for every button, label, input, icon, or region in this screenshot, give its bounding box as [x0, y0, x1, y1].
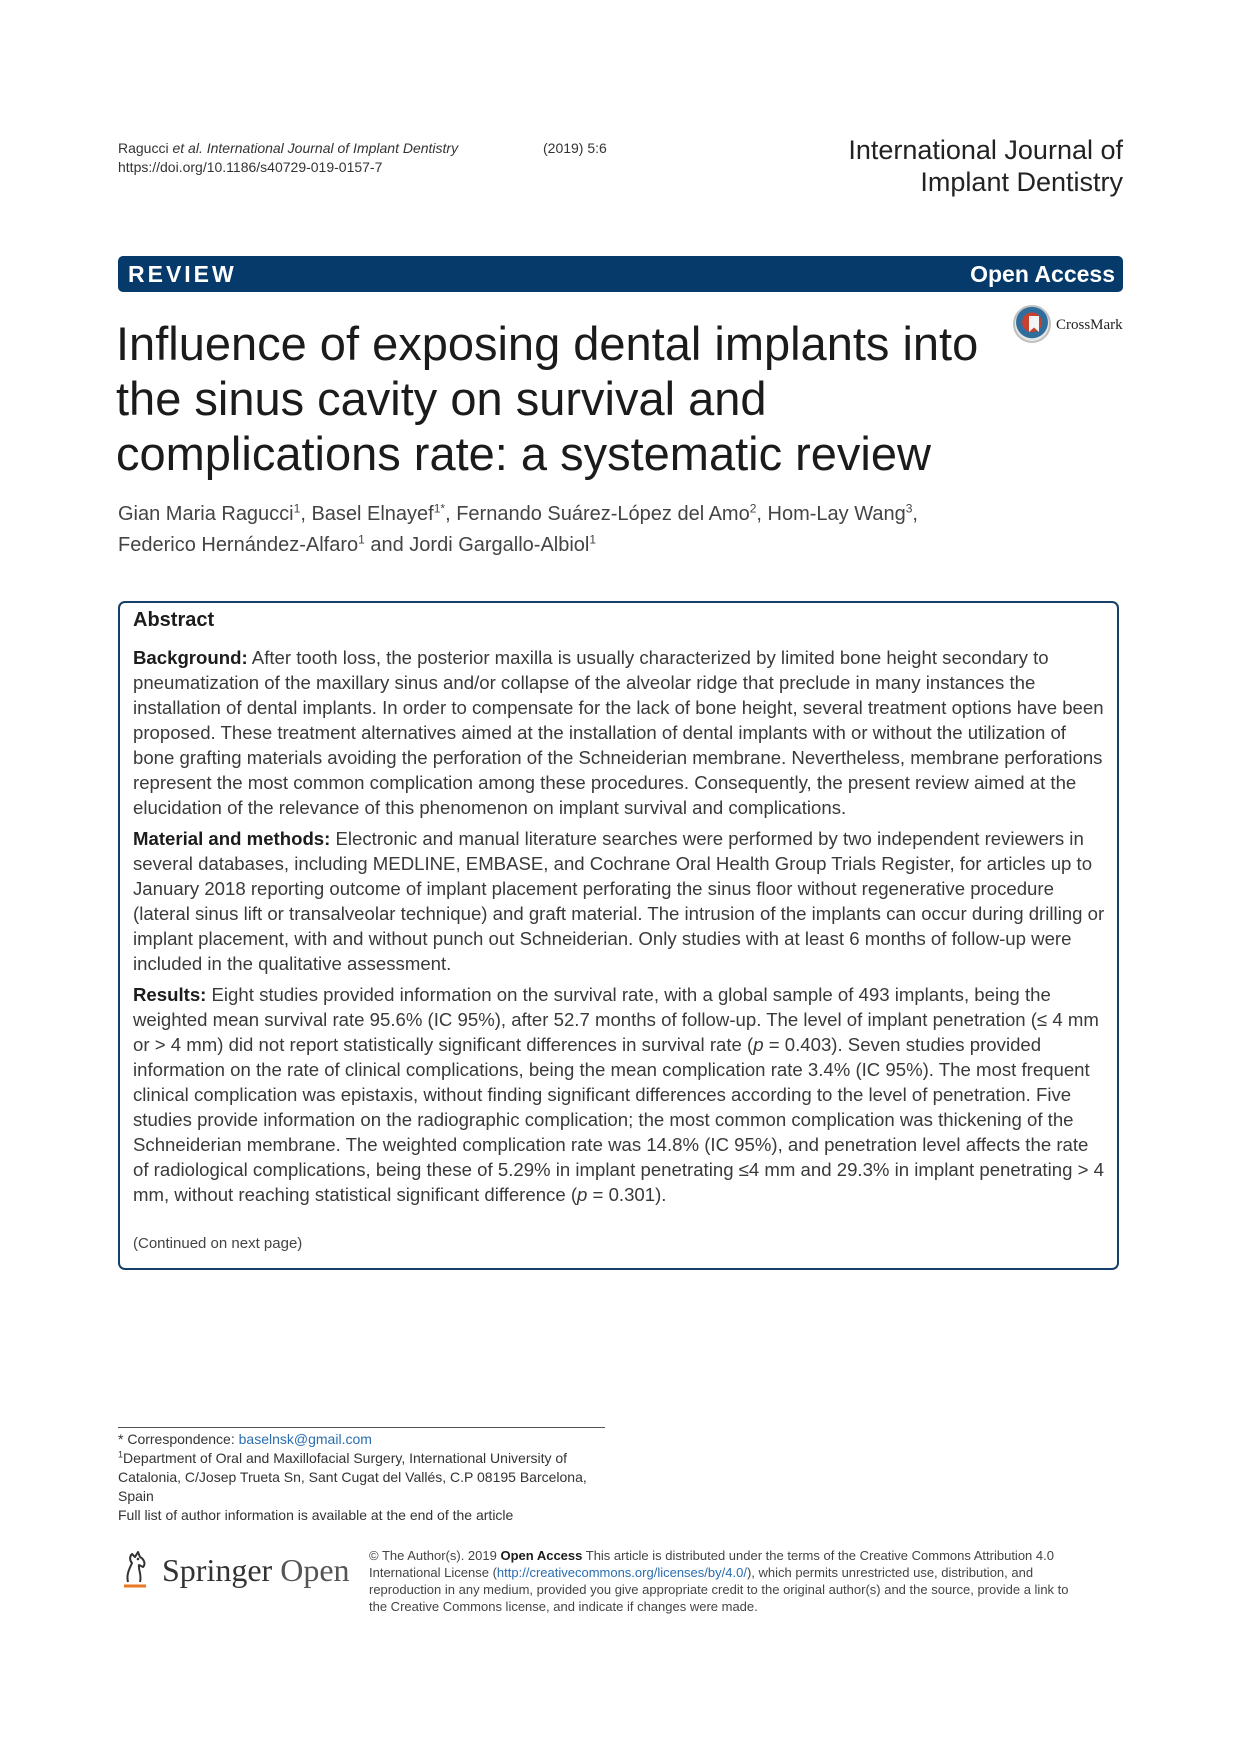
author-affiliation: 2 — [749, 501, 757, 516]
affiliation-mark: 1 — [118, 1449, 124, 1460]
abstract-methods — [133, 826, 1105, 976]
crossmark-badge[interactable] — [1013, 305, 1125, 347]
citation-block — [118, 139, 607, 177]
author-affiliation: 1* — [433, 501, 446, 516]
citation-author: Ragucci — [118, 140, 169, 156]
section-text: After tooth loss, the posterior maxilla is usually characterized by limited bone height secondary to pneumatization of the maxillary sinus and/or collapse of the alveolar ridge that preclude in many instances the installation of dental implants. In order to compensate for the lack of bone height, several treatment options have been proposed. These treatment alternatives aimed at the installation of dental implants with or without the utilization of bone grafting materials avoiding the perforation of the Schneiderian membrane. Nevertheless, membrane perforations represent the most common complication among these procedures. Consequently, the present review aimed at the elucidation of the relevance of this phenomenon on implant survival and complications. — [133, 647, 1104, 818]
author-list — [118, 499, 1018, 561]
author-3: Fernando Suárez-López del Amo$^2$, — [456, 501, 768, 525]
footnotes — [118, 1430, 608, 1525]
article-type-label: REVIEW — [128, 261, 237, 287]
section-label: Results: — [133, 984, 207, 1005]
license-link[interactable]: http://creativecommons.org/licenses/by/4.0/ — [496, 1565, 747, 1580]
doi-link[interactable]: https://doi.org/10.1186/s40729-019-0157-7 — [118, 159, 383, 175]
footnote-divider — [118, 1427, 605, 1428]
springer-horse-icon — [118, 1548, 152, 1590]
abstract-body — [133, 645, 1105, 1213]
license-statement: © The Author(s). 2019 Open Access This article is distributed under the terms of the Creative Commons Attribution 4.0 International License (http://creativecommons.org/licenses/by/4.0/), which permits unrestricted use, distribution, and reproduction in any medium, provided you give appropriate credit to the original author(s) and the source, provide a link to the Creative Commons license, and indicate if changes were made. — [369, 1548, 1069, 1614]
author-4: Hom-Lay Wang$^3$, — [767, 501, 918, 525]
article-type-banner — [118, 256, 1123, 292]
author-affiliation: 1 — [358, 532, 365, 547]
author-1: Gian Maria Ragucci$^1$, — [118, 501, 312, 525]
correspondence-email[interactable]: baselnsk@gmail.com — [238, 1431, 372, 1447]
abstract-results — [133, 982, 1105, 1207]
journal-name-line-1: International Journal of — [848, 135, 1123, 165]
citation-line — [118, 139, 607, 158]
open-access-label: Open Access — [970, 261, 1115, 287]
abstract-heading: Abstract — [133, 609, 215, 631]
abstract-box — [118, 601, 1119, 1270]
publisher-name: Springer Open — [162, 1552, 350, 1588]
crossmark-icon — [1013, 305, 1051, 343]
affiliation-note: $^1$Department of Oral and Maxillofacial Surgery, International University of Catalonia, C/Josep Trueta Sn, Sant Cugat del Vallés, C.P 08195 Barcelona, Spain — [118, 1449, 587, 1504]
abstract-background — [133, 645, 1105, 820]
section-text: Electronic and manual literature searches were performed by two independent reviewers in several databases, including MEDLINE, EMBASE, and Cochrane Oral Health Group Trials Register, for articles up to January 2018 reporting outcome of implant placement perforating the sinus floor without regenerative procedure (lateral sinus lift or transalveolar technique) and graft material. The intrusion of the implants can occur during drilling or implant placement, with and without punch out Schneiderian. Only studies with at least 6 months of follow-up were included in the qualitative assessment. — [133, 828, 1105, 974]
crossmark-label: CrossMark — [1056, 317, 1123, 333]
author-affiliation: 3 — [905, 501, 913, 516]
author-affiliation: 1 — [589, 532, 597, 547]
author-2: Basel Elnayef$^{1*}$, — [311, 501, 457, 525]
continued-note: (Continued on next page) — [133, 1235, 303, 1252]
section-label: Background: — [133, 647, 248, 668]
section-text: Eight studies provided information on the survival rate, with a global sample of 493 implants, being the weighted mean survival rate 95.6% (IC 95%), after 52.7 months of follow-up. The level of implant penetration (≤ 4 mm or > 4 mm) did not report statistically significant differences in survival rate (p = 0.403). Seven studies provided information on the rate of clinical complications, being the mean complication rate 3.4% (IC 95%). The most frequent clinical complication was epistaxis, without finding significant differences according to the level of penetration. Five studies provide information on the radiographic complication; the most common complication was thickening of the Schneiderian membrane. The weighted complication rate was 14.8% (IC 95%), and penetration level affects the rate of radiological complications, being these of 5.29% in implant penetrating ≤4 mm and 29.3% in implant penetrating > 4 mm, without reaching statistical significant difference (p = 0.301). — [133, 984, 1104, 1205]
section-label: Material and methods: — [133, 828, 331, 849]
journal-name-line-2: Implant Dentistry — [920, 167, 1123, 197]
author-affiliation: 1 — [293, 501, 301, 516]
author-6: Jordi Gargallo-Albiol$^1$ — [409, 532, 597, 556]
citation-etal: et al. — [168, 140, 203, 156]
correspondence: * Correspondence: baselnsk@gmail.com — [118, 1431, 372, 1447]
author-info-note: Full list of author information is available at the end of the article — [118, 1507, 514, 1523]
publisher-logo — [118, 1548, 348, 1594]
citation-journal: International Journal of Implant Dentistry — [202, 140, 459, 156]
author-5: Federico Hernández-Alfaro$^1$ and — [118, 532, 410, 556]
citation-year: (2019) 5:6 — [543, 140, 607, 156]
license-open-access: Open Access — [500, 1548, 583, 1563]
article-title: Influence of exposing dental implants into the sinus cavity on survival and complications rate: a systematic review — [116, 317, 979, 480]
journal-name — [848, 134, 1123, 198]
